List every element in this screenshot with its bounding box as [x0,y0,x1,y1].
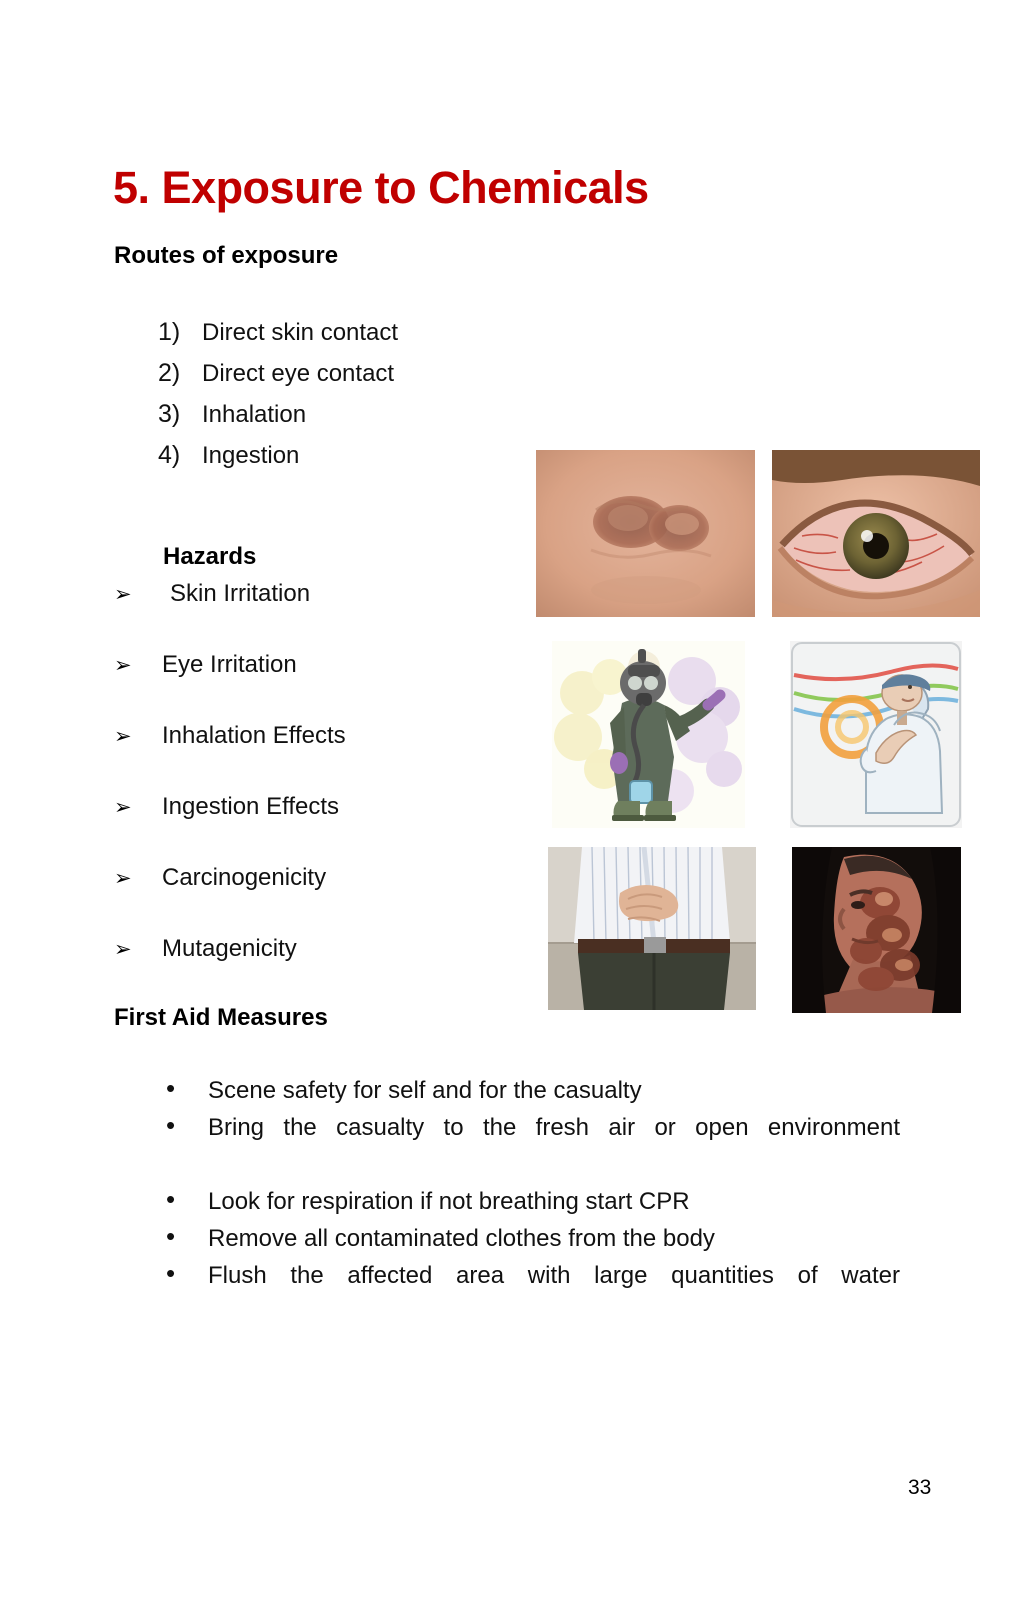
list-item [160,1109,900,1183]
list-item-label: Eye Irritation [162,651,297,678]
list-item-label: Inhalation Effects [162,722,346,749]
first-aid-measures-heading: First Aid Measures [114,1004,328,1031]
skin-irritation-photo [536,450,755,617]
list-item-label: Ingestion Effects [162,793,339,820]
list-item-number: 3) [158,400,181,428]
carcinogenicity-photo [792,847,961,1013]
arrow-bullet-icon: ➢ [114,938,132,961]
bullet-icon: • [166,1258,176,1288]
list-item [114,791,534,862]
list-item [158,353,578,394]
hazards-list [114,578,534,1004]
list-item [160,1220,900,1257]
list-item-label: Direct eye contact [202,360,395,387]
arrow-bullet-icon: ➢ [114,725,132,748]
list-item-label: Scene safety for self and for the casualty [208,1077,642,1104]
list-item [160,1183,900,1220]
list-item [160,1257,900,1331]
arrow-bullet-icon: ➢ [114,867,132,890]
list-item-label: Remove all contaminated clothes from the body [208,1225,715,1252]
inhalation-illustration [552,641,745,828]
first-aid-measures-list [160,1072,900,1331]
list-item [160,1072,900,1109]
list-item-label: Mutagenicity [162,935,297,962]
bullet-icon: • [166,1221,176,1251]
list-item [114,578,534,649]
page-number: 33 [908,1476,932,1499]
list-item [114,933,534,1004]
bullet-icon: • [166,1184,176,1214]
list-item-label: Carcinogenicity [162,864,327,891]
hazards-heading: Hazards [163,543,257,570]
arrow-bullet-icon: ➢ [114,654,132,677]
list-item [158,435,578,476]
list-item-number: 1) [158,318,181,346]
arrow-bullet-icon: ➢ [114,796,132,819]
list-item [114,862,534,933]
list-item-label: Flush the affected area with large quantities of water [208,1262,900,1289]
list-item [158,394,578,435]
list-item-label: Inhalation [202,401,307,428]
list-item [114,649,534,720]
list-item-label: Bring the casualty to the fresh air or open environment [208,1114,900,1141]
bullet-icon: • [166,1110,176,1140]
list-item-label: Direct skin contact [202,319,399,346]
list-item-number: 4) [158,441,181,469]
bullet-icon: • [166,1073,176,1103]
list-item [158,312,578,353]
page-title: 5. Exposure to Chemicals [113,162,649,214]
eye-irritation-photo [772,450,980,617]
routes-of-exposure-list [158,312,578,476]
list-item-label: Ingestion [202,442,300,469]
list-item-number: 2) [158,359,181,387]
arrow-bullet-icon: ➢ [114,583,132,606]
ingestion-effects-photo [548,847,756,1010]
routes-of-exposure-heading: Routes of exposure [114,242,339,269]
list-item [114,720,534,791]
inhalation-effects-illustration [790,641,962,828]
list-item-label: Skin Irritation [170,580,311,607]
list-item-label: Look for respiration if not breathing start CPR [208,1188,690,1215]
